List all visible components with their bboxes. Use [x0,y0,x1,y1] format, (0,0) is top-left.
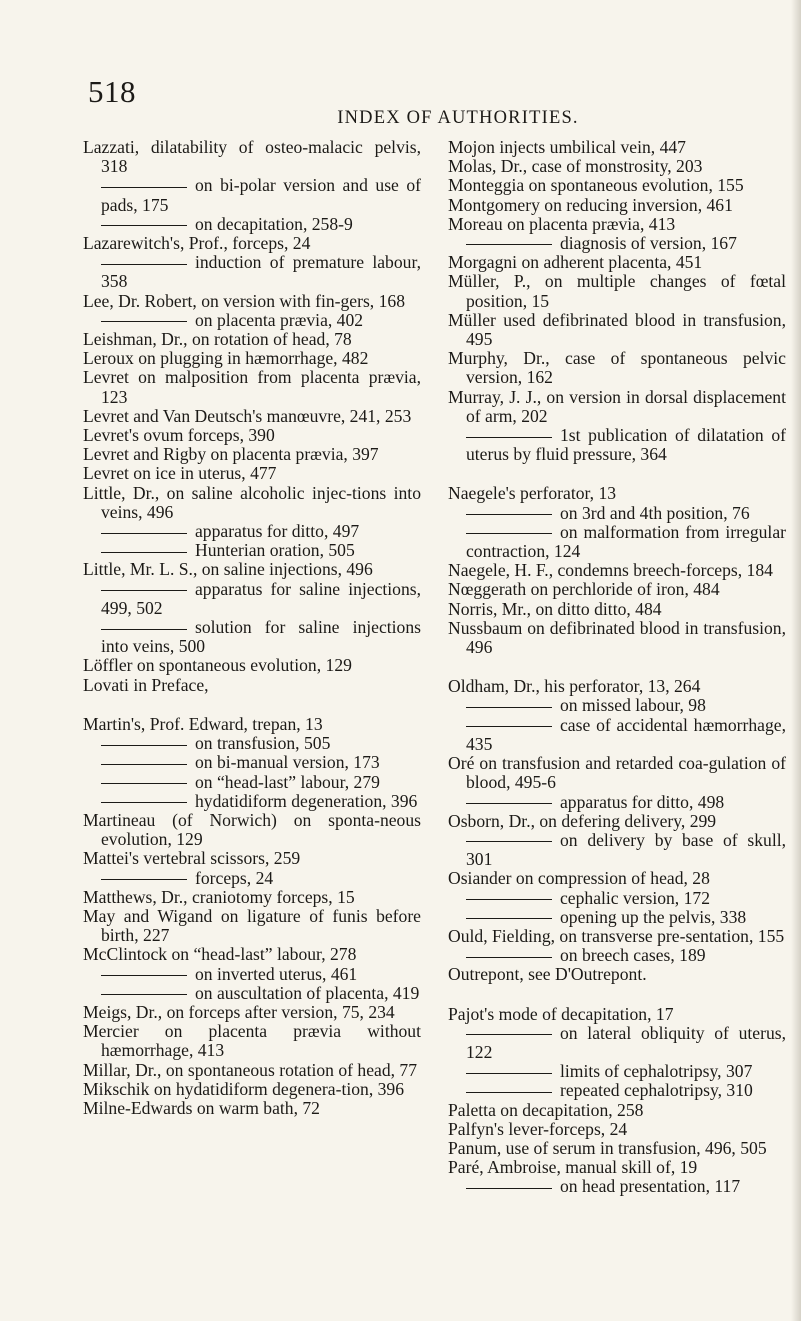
entry-text: opening up the pelvis, 338 [560,906,747,927]
ditto-rule [466,533,552,534]
ditto-rule [101,533,187,534]
index-subentry [448,504,786,523]
index-entry [83,1022,421,1060]
entry-text: May and Wigand on ligature of funis before birth, 227 [83,905,421,946]
index-entry [448,215,786,234]
entry-text: on inverted uterus, 461 [195,963,358,984]
entry-text: on 3rd and 4th position, 76 [560,502,750,523]
index-subentry [448,696,786,715]
entry-text: Leroux on plugging in hæmorrhage, 482 [83,348,369,369]
index-entry [448,754,786,792]
entry-text: on bi-manual version, 173 [195,752,380,773]
index-subentry [448,908,786,927]
index-entry [448,196,786,215]
ditto-rule [101,629,187,630]
index-entry [83,560,421,579]
entry-text: Nœggerath on perchloride of iron, 484 [448,579,720,600]
ditto-rule [466,918,552,919]
entry-text: on “head-last” labour, 279 [195,771,380,792]
entry-text: cephalic version, 172 [560,887,710,908]
index-entry [83,849,421,868]
index-entry [448,253,786,272]
entry-text: on lateral obliquity of uterus, 122 [466,1022,786,1062]
entry-text: Monteggia on spontaneous evolution, 155 [448,175,744,196]
index-entry [448,1139,786,1158]
index-subentry [83,522,421,541]
entry-text: Levret on malposition from placenta prævia, 123 [83,367,421,407]
entry-text: Naegele's perforator, 13 [448,483,617,504]
index-subentry [448,946,786,965]
entry-text: on missed labour, 98 [560,695,706,716]
index-entry [448,869,786,888]
index-subentry [448,1024,786,1062]
ditto-rule [101,764,187,765]
letter-group-gap [83,695,421,715]
entry-text: Millar, Dr., on spontaneous rotation of head, 77 [83,1059,418,1080]
index-subentry [448,1177,786,1196]
index-column-left [83,138,421,1118]
entry-text: Lazzati, dilatability of osteo-malacic pelvis, 318 [83,137,421,177]
index-entry [448,157,786,176]
entry-text: Levret's ovum forceps, 390 [83,425,275,446]
ditto-rule [466,726,552,727]
index-entry [448,677,786,696]
entry-text: on transfusion, 505 [195,733,331,754]
ditto-rule [466,514,552,515]
index-subentry [448,234,786,253]
index-entry [83,1061,421,1080]
index-subentry [448,793,786,812]
index-subentry [448,1062,786,1081]
entry-text: Osiander on compression of head, 28 [448,868,710,889]
entry-text: Osborn, Dr., on defering delivery, 299 [448,810,717,831]
ditto-rule [101,225,187,226]
entry-text: Mercier on placenta prævia without hæmorrhage, 413 [83,1021,421,1061]
index-subentry [448,889,786,908]
index-entry [83,1099,421,1118]
entry-text: Paletta on decapitation, 258 [448,1099,644,1120]
index-entry [83,676,421,695]
index-entry [83,349,421,368]
ditto-rule [101,879,187,880]
entry-text: Müller, P., on multiple changes of fœtal position, 15 [448,271,786,311]
ditto-rule [101,745,187,746]
entry-text: hydatidiform degeneration, 396 [195,790,418,811]
index-entry [448,484,786,503]
page-edge-shadow [791,0,801,1321]
index-entry [83,234,421,253]
ditto-rule [466,841,552,842]
index-subentry [83,541,421,560]
index-subentry [448,426,786,464]
ditto-rule [101,552,187,553]
ditto-rule [466,437,552,438]
ditto-rule [466,1034,552,1035]
index-subentry [83,869,421,888]
entry-text: diagnosis of version, 167 [560,233,737,254]
index-subentry [83,792,421,811]
entry-text: Matthews, Dr., craniotomy forceps, 15 [83,886,355,907]
index-subentry [83,984,421,1003]
letter-group-gap [448,985,786,1005]
index-entry [448,311,786,349]
index-subentry [83,753,421,772]
index-subentry [448,523,786,561]
index-entry [448,349,786,387]
entry-text: on head presentation, 117 [560,1176,741,1197]
index-entry [448,812,786,831]
ditto-rule [101,187,187,188]
ditto-rule [101,802,187,803]
entry-text: on delivery by base of skull, 301 [466,829,786,870]
index-entry [83,1003,421,1022]
entry-text: Martineau (of Norwich) on sponta-neous evolution, 129 [83,809,421,850]
ditto-rule [101,264,187,265]
entry-text: Mojon injects umbilical vein, 447 [448,137,686,157]
index-subentry [448,831,786,869]
entry-text: Müller used defibrinated blood in transfusion, 495 [448,309,786,350]
index-entry [83,138,421,176]
entry-text: on decapitation, 258-9 [195,213,353,234]
index-entry [83,445,421,464]
index-subentry [83,773,421,792]
index-entry [83,292,421,311]
ditto-rule [101,975,187,976]
entry-text: on breech cases, 189 [560,945,706,966]
entry-text: solution for saline injections into veins, 500 [101,617,421,657]
entry-text: Ould, Fielding, on transverse pre-sentation, 155 [448,925,785,946]
index-entry [448,388,786,426]
index-column-right [448,138,786,1197]
index-entry [83,368,421,406]
entry-text: Little, Dr., on saline alcoholic injec-tions into veins, 496 [83,482,421,522]
entry-text: Little, Mr. L. S., on saline injections, 496 [83,559,373,580]
letter-group-gap [448,464,786,484]
index-entry [448,561,786,580]
index-entry [83,426,421,445]
entry-text: Lovati in Preface, [83,674,209,695]
ditto-rule [466,803,552,804]
index-subentry [83,965,421,984]
entry-text: Morgagni on adherent placenta, 451 [448,252,703,273]
entry-text: Levret and Van Deutsch's manœuvre, 241, 253 [83,405,412,426]
index-entry [83,715,421,734]
entry-text: on bi-polar version and use of pads, 175 [101,175,421,215]
entry-text: Nussbaum on defibrinated blood in transfusion, 496 [448,617,786,658]
index-subentry [83,215,421,234]
entry-text: Levret and Rigby on placenta prævia, 397 [83,444,379,465]
index-entry [448,600,786,619]
ditto-rule [466,957,552,958]
index-subentry [448,1081,786,1100]
index-entry [448,927,786,946]
ditto-rule [466,1092,552,1093]
entry-text: Löffler on spontaneous evolution, 129 [83,655,352,676]
entry-text: Mattei's vertebral scissors, 259 [83,848,301,869]
entry-text: apparatus for saline injections, 499, 502 [101,578,421,618]
ditto-rule [101,321,187,322]
entry-text: forceps, 24 [195,867,274,888]
entry-text: induction of premature labour, 358 [101,252,421,292]
entry-text: on placenta prævia, 402 [195,309,364,330]
entry-text: Mikschik on hydatidiform degenera-tion, 396 [83,1078,405,1099]
entry-text: on auscultation of placenta, 419 [195,982,420,1003]
entry-text: Leishman, Dr., on rotation of head, 78 [83,329,352,350]
entry-text: Martin's, Prof. Edward, trepan, 13 [83,713,323,734]
index-entry [448,580,786,599]
index-subentry [83,311,421,330]
entry-text: Montgomery on reducing inversion, 461 [448,194,733,215]
entry-text: Outrepont, see D'Outrepont. [448,964,647,985]
index-entry [83,811,421,849]
index-entry [83,407,421,426]
index-entry [448,138,786,157]
page-number: 518 [88,74,136,109]
index-entry [83,484,421,522]
index-entry [83,945,421,964]
entry-text: on malformation from irregular contraction, 124 [466,521,786,562]
entry-text: Oré on transfusion and retarded coa-gulation of blood, 495-6 [448,753,786,793]
entry-text: Lee, Dr. Robert, on version with fin-gers, 168 [83,290,405,311]
index-entry [83,888,421,907]
entry-text: Naegele, H. F., condemns breech-forceps, 184 [448,560,773,581]
entry-text: Oldham, Dr., his perforator, 13, 264 [448,676,701,697]
entry-text: Milne-Edwards on warm bath, 72 [83,1097,320,1118]
entry-text: Murray, J. J., on version in dorsal displacement of arm, 202 [448,386,786,426]
index-entry [83,656,421,675]
entry-text: Meigs, Dr., on forceps after version, 75, 234 [83,1001,395,1022]
entry-text: 1st publication of dilatation of uterus by fluid pressure, 364 [466,425,786,465]
entry-text: apparatus for ditto, 497 [195,521,360,542]
ditto-rule [466,899,552,900]
entry-text: case of accidental hæmorrhage, 435 [466,714,786,754]
index-subentry [83,253,421,291]
index-entry [83,907,421,945]
index-entry [83,330,421,349]
ditto-rule [466,707,552,708]
index-subentry [448,716,786,754]
entry-text: repeated cephalotripsy, 310 [560,1080,753,1101]
index-entry [448,1120,786,1139]
entry-text: Panum, use of serum in transfusion, 496, 505 [448,1137,767,1158]
entry-text: Molas, Dr., case of monstrosity, 203 [448,156,703,177]
index-entry [448,1101,786,1120]
index-entry [448,965,786,984]
index-entry [448,272,786,310]
entry-text: Levret on ice in uterus, 477 [83,463,277,484]
entry-text: Lazarewitch's, Prof., forceps, 24 [83,233,311,254]
ditto-rule [101,590,187,591]
entry-text: Moreau on placenta prævia, 413 [448,213,676,234]
entry-text: apparatus for ditto, 498 [560,791,725,812]
index-subentry [83,176,421,214]
entry-text: Palfyn's lever-forceps, 24 [448,1118,628,1139]
index-entry [448,619,786,657]
ditto-rule [101,994,187,995]
ditto-rule [466,244,552,245]
index-entry [448,1005,786,1024]
entry-text: Hunterian oration, 505 [195,540,355,561]
index-subentry [83,734,421,753]
index-subentry [83,580,421,618]
index-entry [83,464,421,483]
entry-text: Norris, Mr., on ditto ditto, 484 [448,598,662,619]
ditto-rule [466,1073,552,1074]
entry-text: Pajot's mode of decapitation, 17 [448,1003,674,1024]
index-subentry [83,618,421,656]
entry-text: Murphy, Dr., case of spontaneous pelvic version, 162 [448,348,786,388]
entry-text: Paré, Ambroise, manual skill of, 19 [448,1157,698,1178]
entry-text: limits of cephalotripsy, 307 [560,1061,753,1082]
entry-text: McClintock on “head-last” labour, 278 [83,944,357,965]
index-entry [83,1080,421,1099]
ditto-rule [101,783,187,784]
running-head: INDEX OF AUTHORITIES. [337,108,579,128]
index-entry [448,1158,786,1177]
letter-group-gap [448,657,786,677]
ditto-rule [466,1188,552,1189]
index-entry [448,176,786,195]
